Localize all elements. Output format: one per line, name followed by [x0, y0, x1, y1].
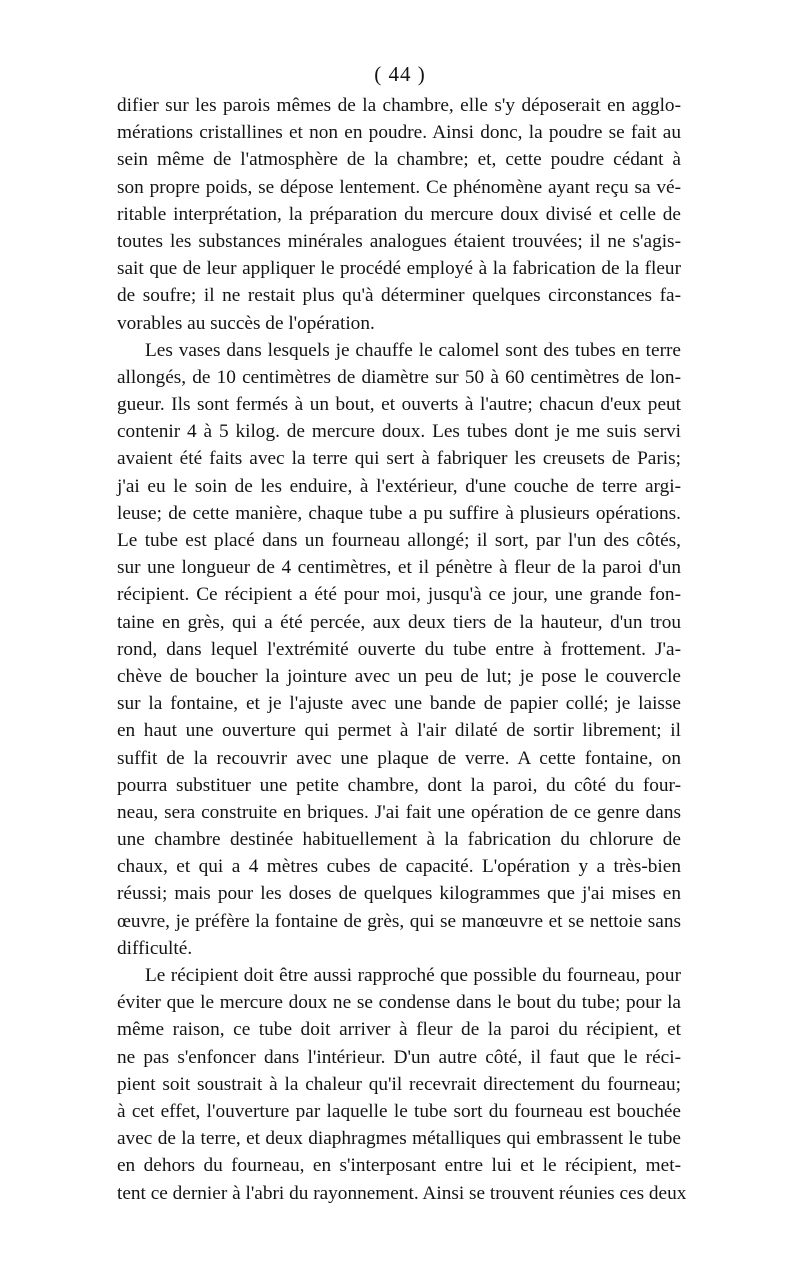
text-line: en dehors du fourneau, en s'interposant entre lui et le récipient, met-: [117, 1155, 681, 1177]
text-line: allongés, de 10 centimètres de diamètre sur 50 à 60 centimètres de lon-: [117, 366, 681, 388]
text-line: sait que de leur appliquer le procédé employé à la fabrication de la fleur: [117, 258, 681, 280]
paragraph: [117, 962, 687, 1207]
text-line: vorables au succès de l'opération.: [117, 312, 375, 334]
text-line: contenir 4 à 5 kilog. de mercure doux. Les tubes dont je me suis servi: [117, 421, 681, 443]
text-line: en haut une ouverture qui permet à l'air dilaté de sortir librement; il: [117, 720, 681, 742]
text-line: pient soit soustrait à la chaleur qu'il recevrait directement du fourneau;: [117, 1073, 681, 1095]
text-line: difier sur les parois mêmes de la chambre, elle s'y déposerait en agglo-: [117, 95, 681, 116]
body-text: [117, 92, 687, 1207]
text-line: Les vases dans lesquels je chauffe le calomel sont des tubes en terre: [145, 339, 681, 361]
text-line: suffit de la recouvrir avec une plaque de verre. A cette fontaine, on: [117, 747, 681, 769]
text-line: leuse; de cette manière, chaque tube a pu suffire à plusieurs opérations.: [117, 502, 681, 524]
text-line: avec de la terre, et deux diaphragmes métalliques qui embrassent le tube: [117, 1128, 681, 1150]
text-line: Le tube est placé dans un fourneau allongé; il sort, par l'un des côtés,: [117, 530, 681, 551]
text-line: ne pas s'enfoncer dans l'intérieur. D'un autre côté, il faut que le réci-: [117, 1046, 681, 1068]
text-line: une chambre destinée habituellement à la fabrication du chlorure de: [117, 829, 681, 851]
text-line: œuvre, je préfère la fontaine de grès, qui se manœuvre et se nettoie sans: [117, 910, 681, 932]
text-line: à cet effet, l'ouverture par laquelle le tube sort du fourneau est bouchée: [117, 1100, 681, 1122]
page-number: ( 44 ): [374, 62, 426, 86]
text-line: rond, dans lequel l'extrémité ouverte du tube entre à frottement. J'a-: [117, 638, 681, 660]
text-line: éviter que le mercure doux ne se condense dans le bout du tube; pour la: [117, 992, 681, 1014]
text-line: sein même de l'atmosphère de la chambre; et, cette poudre cédant à: [117, 149, 681, 171]
text-line: Le récipient doit être aussi rapproché que possible du fourneau, pour: [145, 965, 681, 986]
text-line: avaient été faits avec la terre qui sert à fabriquer les creusets de Paris;: [117, 448, 681, 470]
text-line: son propre poids, se dépose lentement. Ce phénomène ayant reçu sa vé-: [117, 176, 681, 198]
text-line: sur la fontaine, et je l'ajuste avec une bande de papier collé; je laisse: [117, 693, 681, 715]
text-line: réussi; mais pour les doses de quelques kilogrammes que j'ai mises en: [117, 883, 681, 905]
text-line: sur une longueur de 4 centimètres, et il pénètre à fleur de la paroi d'un: [117, 557, 681, 579]
text-line: difficulté.: [117, 937, 193, 959]
text-line: tent ce dernier à l'abri du rayonnement. Ainsi se trouvent réunies ces deux: [117, 1182, 687, 1204]
text-line: taine en grès, qui a été percée, aux deux tiers de la hauteur, d'un trou: [117, 611, 681, 633]
text-line: chaux, et qui a 4 mètres cubes de capacité. L'opération y a très-bien: [117, 856, 681, 878]
text-line: ritable interprétation, la préparation du mercure doux divisé et celle de: [117, 203, 681, 225]
text-line: même raison, ce tube doit arriver à fleur de la paroi du récipient, et: [117, 1019, 681, 1041]
paragraph: [117, 92, 681, 337]
paragraph: [117, 337, 681, 962]
text-line: toutes les substances minérales analogues étaient trouvées; il ne s'agis-: [117, 230, 681, 252]
text-line: mérations cristallines et non en poudre. Ainsi donc, la poudre se fait au: [117, 122, 681, 144]
text-line: chève de boucher la jointure avec un peu de lut; je pose le couvercle: [117, 665, 681, 687]
text-line: de soufre; il ne restait plus qu'à déterminer quelques circonstances fa-: [117, 285, 681, 307]
text-line: pourra substituer une petite chambre, dont la paroi, du côté du four-: [117, 774, 681, 796]
text-line: j'ai eu le soin de les enduire, à l'extérieur, d'une couche de terre argi-: [117, 475, 681, 497]
text-line: neau, sera construite en briques. J'ai fait une opération de ce genre dans: [117, 801, 681, 823]
text-line: gueur. Ils sont fermés à un bout, et ouverts à l'autre; chacun d'eux peut: [117, 394, 681, 416]
text-line: récipient. Ce récipient a été pour moi, jusqu'à ce jour, une grande fon-: [117, 584, 681, 606]
